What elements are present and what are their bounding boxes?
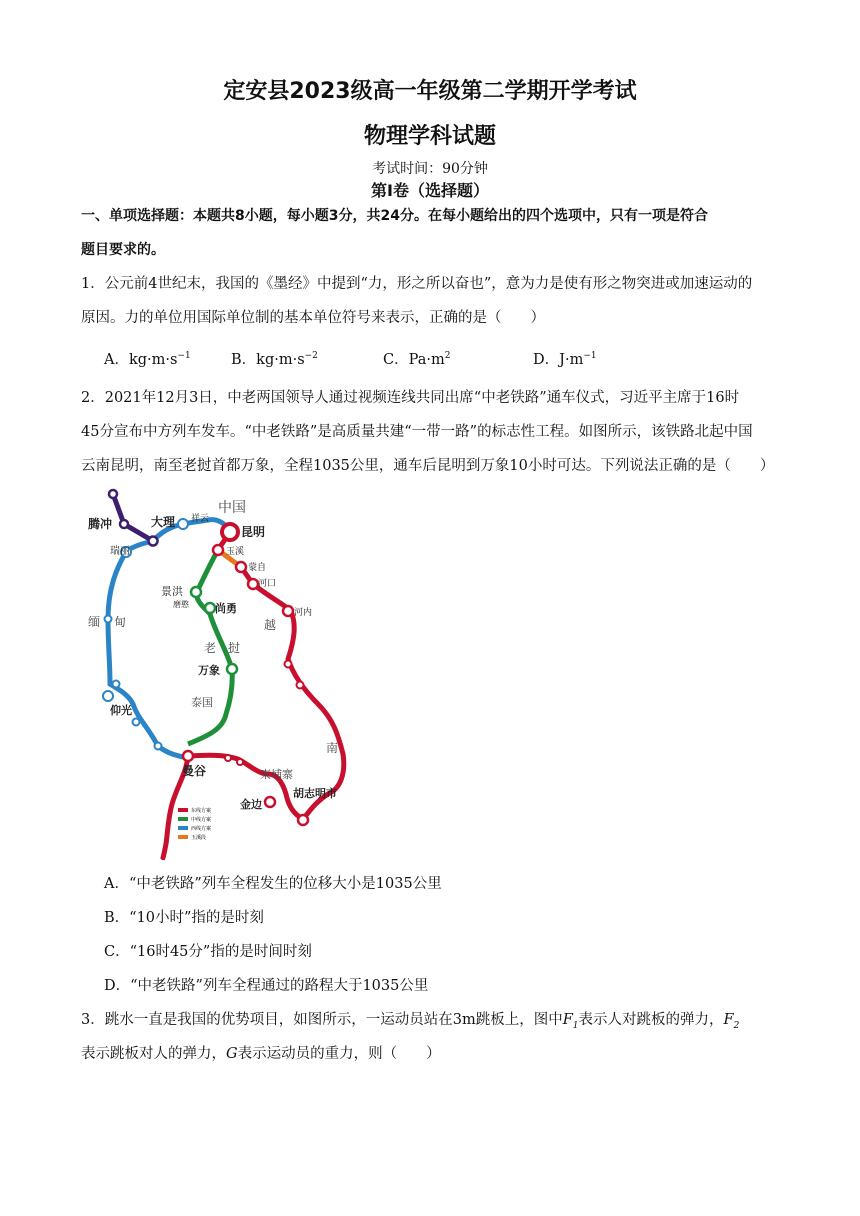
label-yangon: 仰光 — [110, 704, 132, 717]
q1-option-d: D．$J\cdot m^{-1}$ — [533, 351, 597, 368]
label-lao: 老 — [204, 641, 217, 655]
section-intro-line1: 一、单项选择题：本题共8小题，每小题3分，共24分。在每小题给出的四个选项中，只有一项是符合 — [81, 208, 708, 224]
subject-title: 物理学科试题 — [363, 124, 496, 149]
label-hanoi: 河内 — [294, 608, 313, 618]
station-west-2 — [113, 681, 120, 688]
q1-option-b: B．$kg\cdot m\cdot s^{-2}$ — [231, 351, 318, 368]
railway-map — [88, 484, 358, 860]
station-shangyong — [205, 603, 215, 613]
station-xiangyun — [178, 519, 188, 529]
label-hekou: 河口 — [258, 579, 277, 589]
label-dali: 大理 — [151, 515, 176, 529]
station-vientiane — [227, 664, 237, 674]
station-mengzi — [236, 562, 246, 572]
legend-swatch-middle — [178, 817, 188, 821]
q2-option-c: C．“16时45分”指的是时间时刻 — [104, 944, 312, 960]
station-hanoi — [283, 606, 293, 616]
station-east-4 — [237, 759, 243, 765]
label-kunming: 昆明 — [241, 525, 266, 539]
station-hekou — [248, 579, 258, 589]
legend-swatch-east — [178, 808, 188, 812]
label-hcmc: 胡志明市 — [293, 787, 337, 800]
label-phnompenh: 金边 — [240, 798, 262, 811]
station-east-1 — [285, 661, 292, 668]
label-thailand: 泰国 — [191, 696, 213, 709]
station-west-4 — [155, 743, 162, 750]
station-yangon — [103, 691, 113, 701]
exam-time: 考试时间：90分钟 — [372, 161, 488, 177]
q1-stem-line2: 原因。力的单位用国际单位制的基本单位符号来表示，正确的是（ ） — [81, 310, 545, 326]
station-junction — [120, 520, 128, 528]
station-east-3 — [225, 755, 231, 761]
station-kunming — [222, 524, 238, 540]
label-cambodia: 柬埔寨 — [260, 768, 293, 781]
north-line — [113, 494, 153, 541]
q2-stem-line1: 2．2021年12月3日，中老两国领导人通过视频连线共同出席“中老铁路”通车仪式，习近平主席于16时 — [81, 390, 740, 406]
q2-option-d: D．“中老铁路”列车全程通过的路程大于1035公里 — [104, 978, 429, 994]
station-phnompenh — [265, 797, 275, 807]
q2-stem-line3: 云南昆明，南至老挝首都万象，全程1035公里，通车后昆明到万象10小时可达。下列说法正确的是（ ） — [81, 458, 775, 474]
q2-option-a: A．“中老铁路”列车全程发生的位移大小是1035公里 — [104, 876, 442, 892]
q3-stem-line1: 3．跳水一直是我国的优势项目，如图所示，一运动员站在3m跳板上，图中$F_1$表示人对跳板的弹力，$F_2$ — [81, 1012, 740, 1031]
label-dian: 甸 — [114, 615, 127, 629]
label-bangkok: 曼谷 — [182, 764, 207, 778]
legend-east: 东线方案 — [191, 808, 212, 814]
label-jinghong: 景洪 — [161, 585, 183, 598]
label-tengchong: 腾冲 — [88, 517, 113, 531]
station-east-2 — [297, 682, 304, 689]
section-intro-line2: 题目要求的。 — [81, 242, 165, 258]
legend-middle: 中线方案 — [191, 817, 212, 823]
q1-option-c: C．$Pa\cdot m^2$ — [383, 351, 451, 368]
legend-west: 西线方案 — [191, 826, 212, 832]
q1-stem-line1: 1．公元前4世纪末，我国的《墨经》中提到“力，形之所以奋也”，意为力是使有形之物突进或加速运动的 — [81, 276, 753, 292]
station-jinghong — [191, 587, 201, 597]
q1-option-a: A．$kg\cdot m\cdot s^{-1}$ — [104, 351, 191, 368]
volume-heading: 第Ⅰ卷（选择题） — [371, 181, 489, 200]
station-hcmc — [298, 815, 308, 825]
label-vientiane: 万象 — [198, 664, 220, 677]
map-legend — [178, 807, 211, 841]
label-nan: 南 — [326, 741, 339, 755]
label-ruili: 瑞丽 — [110, 546, 130, 557]
label-yue: 越 — [264, 618, 277, 632]
station-west-3 — [133, 719, 140, 726]
station-west-1 — [105, 616, 112, 623]
legend-swatch-west — [178, 826, 188, 830]
label-wo: 挝 — [228, 641, 241, 655]
station-yuxi — [213, 545, 223, 555]
legend-swatch-yuxi — [178, 835, 188, 839]
q3-stem-line2: 表示跳板对人的弹力，G表示运动员的重力，则（ ） — [81, 1046, 441, 1062]
exam-title: 定安县2023级高一年级第二学期开学考试 — [223, 79, 637, 104]
q2-stem-line2: 45分宣布中方列车发车。“中老铁路”是高质量共建“一带一路”的标志性工程。如图所示，该铁路北起中国 — [81, 424, 753, 440]
label-shangyong: 尚勇 — [215, 602, 237, 615]
station-bangkok — [183, 751, 193, 761]
q2-option-b: B．“10小时”指的是时刻 — [104, 910, 264, 926]
label-mohan: 磨憨 — [173, 600, 189, 609]
label-xiangyun: 祥云 — [191, 514, 210, 524]
label-mengzi: 蒙自 — [248, 563, 267, 573]
station-dali — [149, 537, 158, 546]
label-china: 中国 — [218, 500, 246, 516]
station-tengchong — [109, 490, 117, 498]
label-mian: 缅 — [88, 615, 101, 629]
legend-yuxi: 玉溪段 — [191, 835, 207, 841]
label-yuxi: 玉溪 — [226, 547, 245, 557]
